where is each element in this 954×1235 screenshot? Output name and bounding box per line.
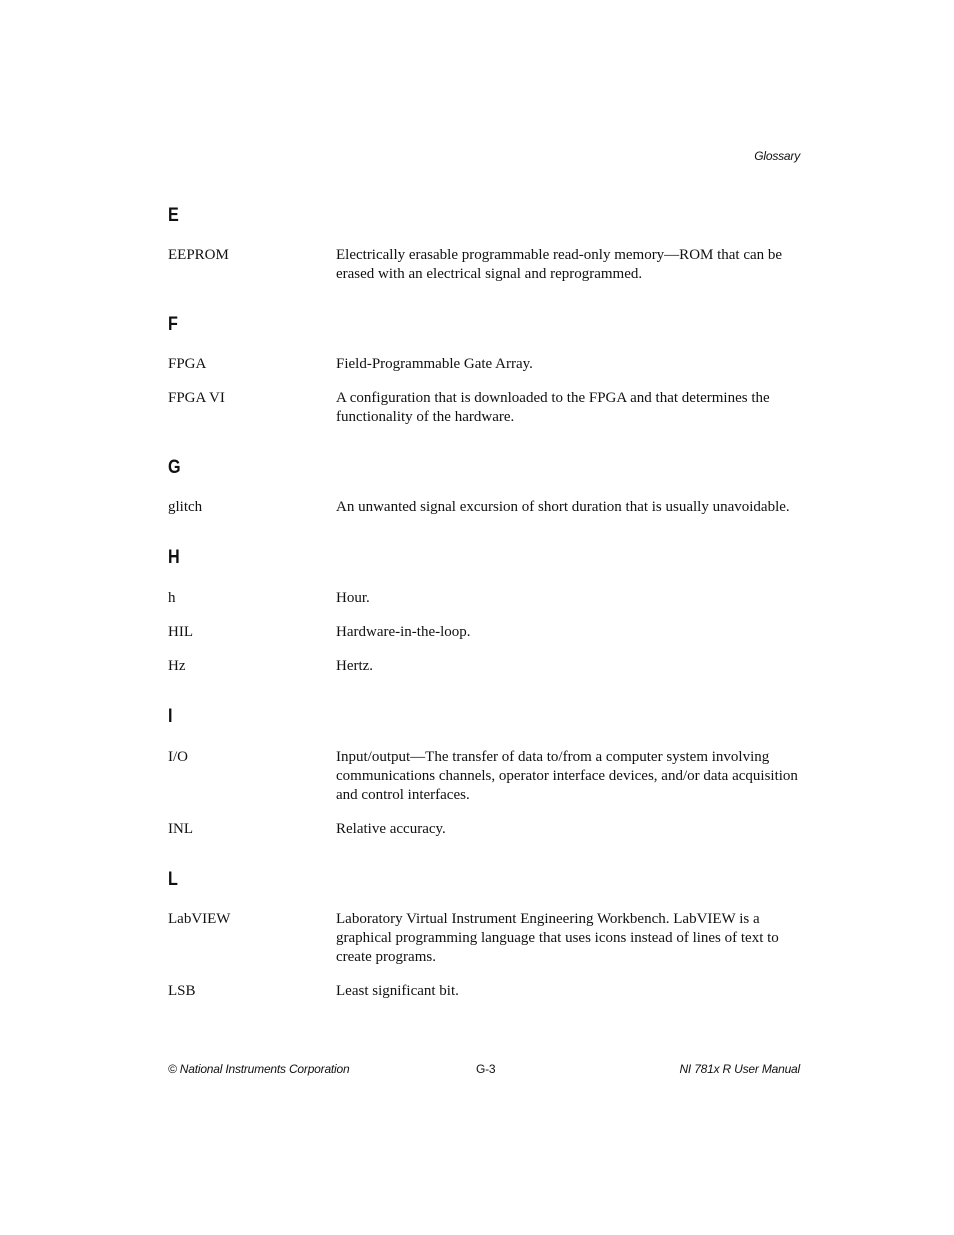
glossary-term: HIL — [168, 624, 193, 640]
glossary-definition: Electrically erasable programmable read-only memory—ROM that can be erased with an electrical signal and reprogrammed. — [336, 247, 783, 282]
glossary-term: EEPROM — [168, 247, 229, 263]
glossary-term: LSB — [168, 983, 196, 999]
glossary-term: h — [168, 590, 176, 606]
glossary-term: LabVIEW — [168, 911, 231, 927]
glossary-term: I/O — [168, 749, 188, 765]
glossary-definition: Laboratory Virtual Instrument Engineering Workbench. LabVIEW is a graphical programming language that uses icons instead of lines of text to create programs. — [336, 911, 779, 965]
glossary-definition: Input/output—The transfer of data to/from a computer system involving communications channels, operator interface devices, and/or data acquisition and control interfaces. — [336, 749, 798, 803]
glossary-term: FPGA VI — [168, 390, 225, 406]
footer-copyright: © National Instruments Corporation — [168, 1062, 350, 1076]
glossary-definition: Field-Programmable Gate Array. — [336, 356, 533, 372]
section-heading-i: I — [168, 706, 173, 727]
section-heading-h: H — [168, 547, 180, 568]
glossary-term: FPGA — [168, 356, 207, 372]
section-heading-l: L — [168, 869, 178, 890]
glossary-definition: An unwanted signal excursion of short duration that is usually unavoidable. — [336, 499, 790, 515]
glossary-definition: Relative accuracy. — [336, 821, 446, 837]
glossary-definition: Hertz. — [336, 658, 374, 674]
glossary-term: Hz — [168, 658, 186, 674]
footer-page-number: G-3 — [476, 1062, 496, 1076]
running-head: Glossary — [754, 149, 800, 163]
glossary-definition: Hour. — [336, 590, 370, 606]
glossary-definition: A configuration that is downloaded to the FPGA and that determines the functionality of the hardware. — [336, 390, 770, 425]
section-heading-e: E — [168, 205, 179, 226]
glossary-term: glitch — [168, 499, 203, 515]
section-heading-f: F — [168, 314, 178, 335]
glossary-definition: Least significant bit. — [336, 983, 459, 999]
section-heading-g: G — [168, 457, 181, 478]
footer-manual-title: NI 781x R User Manual — [679, 1062, 800, 1076]
glossary-term: INL — [168, 821, 193, 837]
glossary-definition: Hardware-in-the-loop. — [336, 624, 471, 640]
